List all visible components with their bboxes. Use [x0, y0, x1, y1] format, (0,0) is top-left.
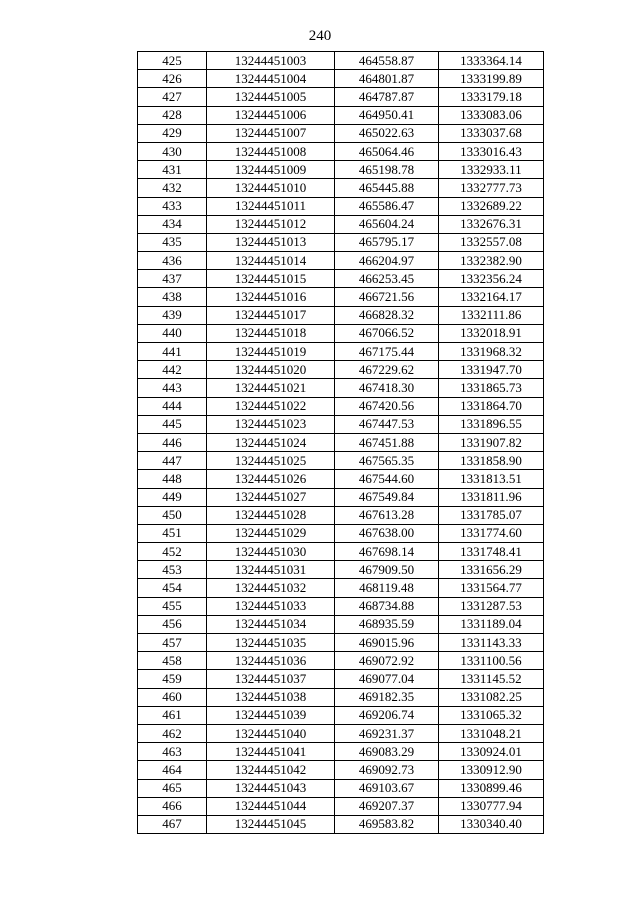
table-row [138, 252, 544, 270]
y-coordinate-cell: 1332676.31 [439, 215, 544, 233]
row-number-cell: 434 [138, 215, 207, 233]
y-coordinate-cell: 1331785.07 [439, 506, 544, 524]
table-row [138, 306, 544, 324]
x-coordinate-cell: 469092.73 [335, 761, 439, 779]
point-id-cell: 13244451019 [207, 343, 335, 361]
point-id-cell: 13244451005 [207, 88, 335, 106]
table-row [138, 652, 544, 670]
x-coordinate-cell: 467909.50 [335, 561, 439, 579]
point-id-cell: 13244451009 [207, 161, 335, 179]
x-coordinate-cell: 467613.28 [335, 506, 439, 524]
point-id-cell: 13244451023 [207, 415, 335, 433]
x-coordinate-cell: 468734.88 [335, 597, 439, 615]
row-number-cell: 467 [138, 815, 207, 833]
table-row [138, 288, 544, 306]
row-number-cell: 447 [138, 452, 207, 470]
y-coordinate-cell: 1332356.24 [439, 270, 544, 288]
y-coordinate-cell: 1331813.51 [439, 470, 544, 488]
x-coordinate-cell: 469206.74 [335, 706, 439, 724]
table-row [138, 579, 544, 597]
table-row [138, 179, 544, 197]
row-number-cell: 429 [138, 124, 207, 142]
table-row [138, 343, 544, 361]
y-coordinate-cell: 1332382.90 [439, 252, 544, 270]
table-row [138, 543, 544, 561]
y-coordinate-cell: 1330924.01 [439, 743, 544, 761]
x-coordinate-cell: 467698.14 [335, 543, 439, 561]
table-row [138, 361, 544, 379]
x-coordinate-cell: 464558.87 [335, 52, 439, 70]
table-row [138, 506, 544, 524]
row-number-cell: 454 [138, 579, 207, 597]
x-coordinate-cell: 469207.37 [335, 797, 439, 815]
y-coordinate-cell: 1333083.06 [439, 106, 544, 124]
y-coordinate-cell: 1331143.33 [439, 634, 544, 652]
x-coordinate-cell: 467418.30 [335, 379, 439, 397]
x-coordinate-cell: 468119.48 [335, 579, 439, 597]
point-id-cell: 13244451032 [207, 579, 335, 597]
table-row [138, 197, 544, 215]
point-id-cell: 13244451035 [207, 634, 335, 652]
point-id-cell: 13244451008 [207, 142, 335, 160]
table-row [138, 142, 544, 160]
x-coordinate-cell: 469015.96 [335, 634, 439, 652]
y-coordinate-cell: 1332557.08 [439, 233, 544, 251]
y-coordinate-cell: 1333037.68 [439, 124, 544, 142]
y-coordinate-cell: 1331564.77 [439, 579, 544, 597]
point-id-cell: 13244451012 [207, 215, 335, 233]
x-coordinate-cell: 467066.52 [335, 324, 439, 342]
point-id-cell: 13244451010 [207, 179, 335, 197]
row-number-cell: 430 [138, 142, 207, 160]
point-id-cell: 13244451003 [207, 52, 335, 70]
table-row [138, 561, 544, 579]
row-number-cell: 456 [138, 615, 207, 633]
x-coordinate-cell: 465445.88 [335, 179, 439, 197]
y-coordinate-cell: 1330899.46 [439, 779, 544, 797]
row-number-cell: 466 [138, 797, 207, 815]
y-coordinate-cell: 1331947.70 [439, 361, 544, 379]
y-coordinate-cell: 1331864.70 [439, 397, 544, 415]
point-id-cell: 13244451043 [207, 779, 335, 797]
row-number-cell: 442 [138, 361, 207, 379]
x-coordinate-cell: 467229.62 [335, 361, 439, 379]
x-coordinate-cell: 465022.63 [335, 124, 439, 142]
point-id-cell: 13244451014 [207, 252, 335, 270]
y-coordinate-cell: 1331100.56 [439, 652, 544, 670]
table-row [138, 615, 544, 633]
row-number-cell: 441 [138, 343, 207, 361]
point-id-cell: 13244451029 [207, 524, 335, 542]
y-coordinate-cell: 1332018.91 [439, 324, 544, 342]
x-coordinate-cell: 467420.56 [335, 397, 439, 415]
point-id-cell: 13244451024 [207, 433, 335, 451]
row-number-cell: 459 [138, 670, 207, 688]
x-coordinate-cell: 465064.46 [335, 142, 439, 160]
y-coordinate-cell: 1331656.29 [439, 561, 544, 579]
row-number-cell: 465 [138, 779, 207, 797]
row-number-cell: 453 [138, 561, 207, 579]
table-row [138, 52, 544, 70]
point-id-cell: 13244451018 [207, 324, 335, 342]
table-row [138, 488, 544, 506]
y-coordinate-cell: 1332933.11 [439, 161, 544, 179]
table-row [138, 124, 544, 142]
table-row [138, 797, 544, 815]
y-coordinate-cell: 1331287.53 [439, 597, 544, 615]
point-id-cell: 13244451013 [207, 233, 335, 251]
x-coordinate-cell: 465604.24 [335, 215, 439, 233]
table-row [138, 106, 544, 124]
table-row [138, 670, 544, 688]
row-number-cell: 436 [138, 252, 207, 270]
x-coordinate-cell: 469077.04 [335, 670, 439, 688]
table-row [138, 761, 544, 779]
row-number-cell: 460 [138, 688, 207, 706]
y-coordinate-cell: 1333179.18 [439, 88, 544, 106]
table-row [138, 397, 544, 415]
y-coordinate-cell: 1331189.04 [439, 615, 544, 633]
point-id-cell: 13244451004 [207, 70, 335, 88]
table-row [138, 415, 544, 433]
x-coordinate-cell: 468935.59 [335, 615, 439, 633]
point-id-cell: 13244451041 [207, 743, 335, 761]
table-row [138, 815, 544, 833]
x-coordinate-cell: 464787.87 [335, 88, 439, 106]
point-id-cell: 13244451025 [207, 452, 335, 470]
row-number-cell: 464 [138, 761, 207, 779]
x-coordinate-cell: 466828.32 [335, 306, 439, 324]
x-coordinate-cell: 467447.53 [335, 415, 439, 433]
row-number-cell: 438 [138, 288, 207, 306]
y-coordinate-cell: 1332164.17 [439, 288, 544, 306]
row-number-cell: 449 [138, 488, 207, 506]
row-number-cell: 462 [138, 724, 207, 742]
y-coordinate-cell: 1333199.89 [439, 70, 544, 88]
table-row [138, 634, 544, 652]
point-id-cell: 13244451030 [207, 543, 335, 561]
x-coordinate-cell: 465586.47 [335, 197, 439, 215]
y-coordinate-cell: 1331968.32 [439, 343, 544, 361]
x-coordinate-cell: 469103.67 [335, 779, 439, 797]
x-coordinate-cell: 467544.60 [335, 470, 439, 488]
x-coordinate-cell: 469182.35 [335, 688, 439, 706]
x-coordinate-cell: 466721.56 [335, 288, 439, 306]
x-coordinate-cell: 467638.00 [335, 524, 439, 542]
point-id-cell: 13244451034 [207, 615, 335, 633]
x-coordinate-cell: 464950.41 [335, 106, 439, 124]
x-coordinate-cell: 465795.17 [335, 233, 439, 251]
table-row [138, 215, 544, 233]
x-coordinate-cell: 466253.45 [335, 270, 439, 288]
table-row [138, 70, 544, 88]
row-number-cell: 463 [138, 743, 207, 761]
point-id-cell: 13244451015 [207, 270, 335, 288]
point-id-cell: 13244451038 [207, 688, 335, 706]
table-row [138, 597, 544, 615]
table-row [138, 452, 544, 470]
point-id-cell: 13244451044 [207, 797, 335, 815]
row-number-cell: 455 [138, 597, 207, 615]
coordinates-table [137, 51, 544, 834]
table-row [138, 743, 544, 761]
row-number-cell: 431 [138, 161, 207, 179]
y-coordinate-cell: 1332777.73 [439, 179, 544, 197]
row-number-cell: 428 [138, 106, 207, 124]
table-row [138, 161, 544, 179]
table-body [138, 52, 544, 834]
point-id-cell: 13244451006 [207, 106, 335, 124]
table-row [138, 470, 544, 488]
row-number-cell: 450 [138, 506, 207, 524]
x-coordinate-cell: 467175.44 [335, 343, 439, 361]
table-row [138, 270, 544, 288]
x-coordinate-cell: 469072.92 [335, 652, 439, 670]
table-row [138, 706, 544, 724]
row-number-cell: 448 [138, 470, 207, 488]
x-coordinate-cell: 466204.97 [335, 252, 439, 270]
point-id-cell: 13244451036 [207, 652, 335, 670]
point-id-cell: 13244451020 [207, 361, 335, 379]
y-coordinate-cell: 1333016.43 [439, 142, 544, 160]
point-id-cell: 13244451022 [207, 397, 335, 415]
row-number-cell: 444 [138, 397, 207, 415]
row-number-cell: 440 [138, 324, 207, 342]
row-number-cell: 432 [138, 179, 207, 197]
x-coordinate-cell: 469583.82 [335, 815, 439, 833]
row-number-cell: 426 [138, 70, 207, 88]
table-row [138, 724, 544, 742]
point-id-cell: 13244451016 [207, 288, 335, 306]
row-number-cell: 446 [138, 433, 207, 451]
y-coordinate-cell: 1331896.55 [439, 415, 544, 433]
y-coordinate-cell: 1331082.25 [439, 688, 544, 706]
point-id-cell: 13244451011 [207, 197, 335, 215]
table-row [138, 779, 544, 797]
point-id-cell: 13244451031 [207, 561, 335, 579]
y-coordinate-cell: 1330912.90 [439, 761, 544, 779]
x-coordinate-cell: 467549.84 [335, 488, 439, 506]
x-coordinate-cell: 467451.88 [335, 433, 439, 451]
x-coordinate-cell: 467565.35 [335, 452, 439, 470]
row-number-cell: 452 [138, 543, 207, 561]
row-number-cell: 451 [138, 524, 207, 542]
y-coordinate-cell: 1331774.60 [439, 524, 544, 542]
row-number-cell: 433 [138, 197, 207, 215]
y-coordinate-cell: 1331065.32 [439, 706, 544, 724]
y-coordinate-cell: 1332689.22 [439, 197, 544, 215]
point-id-cell: 13244451007 [207, 124, 335, 142]
y-coordinate-cell: 1330777.94 [439, 797, 544, 815]
table-row [138, 324, 544, 342]
point-id-cell: 13244451045 [207, 815, 335, 833]
table-row [138, 379, 544, 397]
y-coordinate-cell: 1333364.14 [439, 52, 544, 70]
row-number-cell: 435 [138, 233, 207, 251]
x-coordinate-cell: 469231.37 [335, 724, 439, 742]
row-number-cell: 461 [138, 706, 207, 724]
point-id-cell: 13244451042 [207, 761, 335, 779]
row-number-cell: 439 [138, 306, 207, 324]
y-coordinate-cell: 1330340.40 [439, 815, 544, 833]
point-id-cell: 13244451028 [207, 506, 335, 524]
page-number: 240 [308, 28, 332, 44]
table-row [138, 88, 544, 106]
row-number-cell: 457 [138, 634, 207, 652]
row-number-cell: 427 [138, 88, 207, 106]
table-row [138, 524, 544, 542]
x-coordinate-cell: 464801.87 [335, 70, 439, 88]
point-id-cell: 13244451017 [207, 306, 335, 324]
y-coordinate-cell: 1331811.96 [439, 488, 544, 506]
point-id-cell: 13244451039 [207, 706, 335, 724]
point-id-cell: 13244451037 [207, 670, 335, 688]
row-number-cell: 437 [138, 270, 207, 288]
point-id-cell: 13244451033 [207, 597, 335, 615]
y-coordinate-cell: 1331048.21 [439, 724, 544, 742]
row-number-cell: 425 [138, 52, 207, 70]
y-coordinate-cell: 1332111.86 [439, 306, 544, 324]
row-number-cell: 443 [138, 379, 207, 397]
table-row [138, 233, 544, 251]
y-coordinate-cell: 1331865.73 [439, 379, 544, 397]
point-id-cell: 13244451027 [207, 488, 335, 506]
y-coordinate-cell: 1331748.41 [439, 543, 544, 561]
point-id-cell: 13244451021 [207, 379, 335, 397]
y-coordinate-cell: 1331145.52 [439, 670, 544, 688]
table-row [138, 688, 544, 706]
row-number-cell: 458 [138, 652, 207, 670]
row-number-cell: 445 [138, 415, 207, 433]
y-coordinate-cell: 1331858.90 [439, 452, 544, 470]
point-id-cell: 13244451026 [207, 470, 335, 488]
table-row [138, 433, 544, 451]
y-coordinate-cell: 1331907.82 [439, 433, 544, 451]
x-coordinate-cell: 469083.29 [335, 743, 439, 761]
point-id-cell: 13244451040 [207, 724, 335, 742]
x-coordinate-cell: 465198.78 [335, 161, 439, 179]
